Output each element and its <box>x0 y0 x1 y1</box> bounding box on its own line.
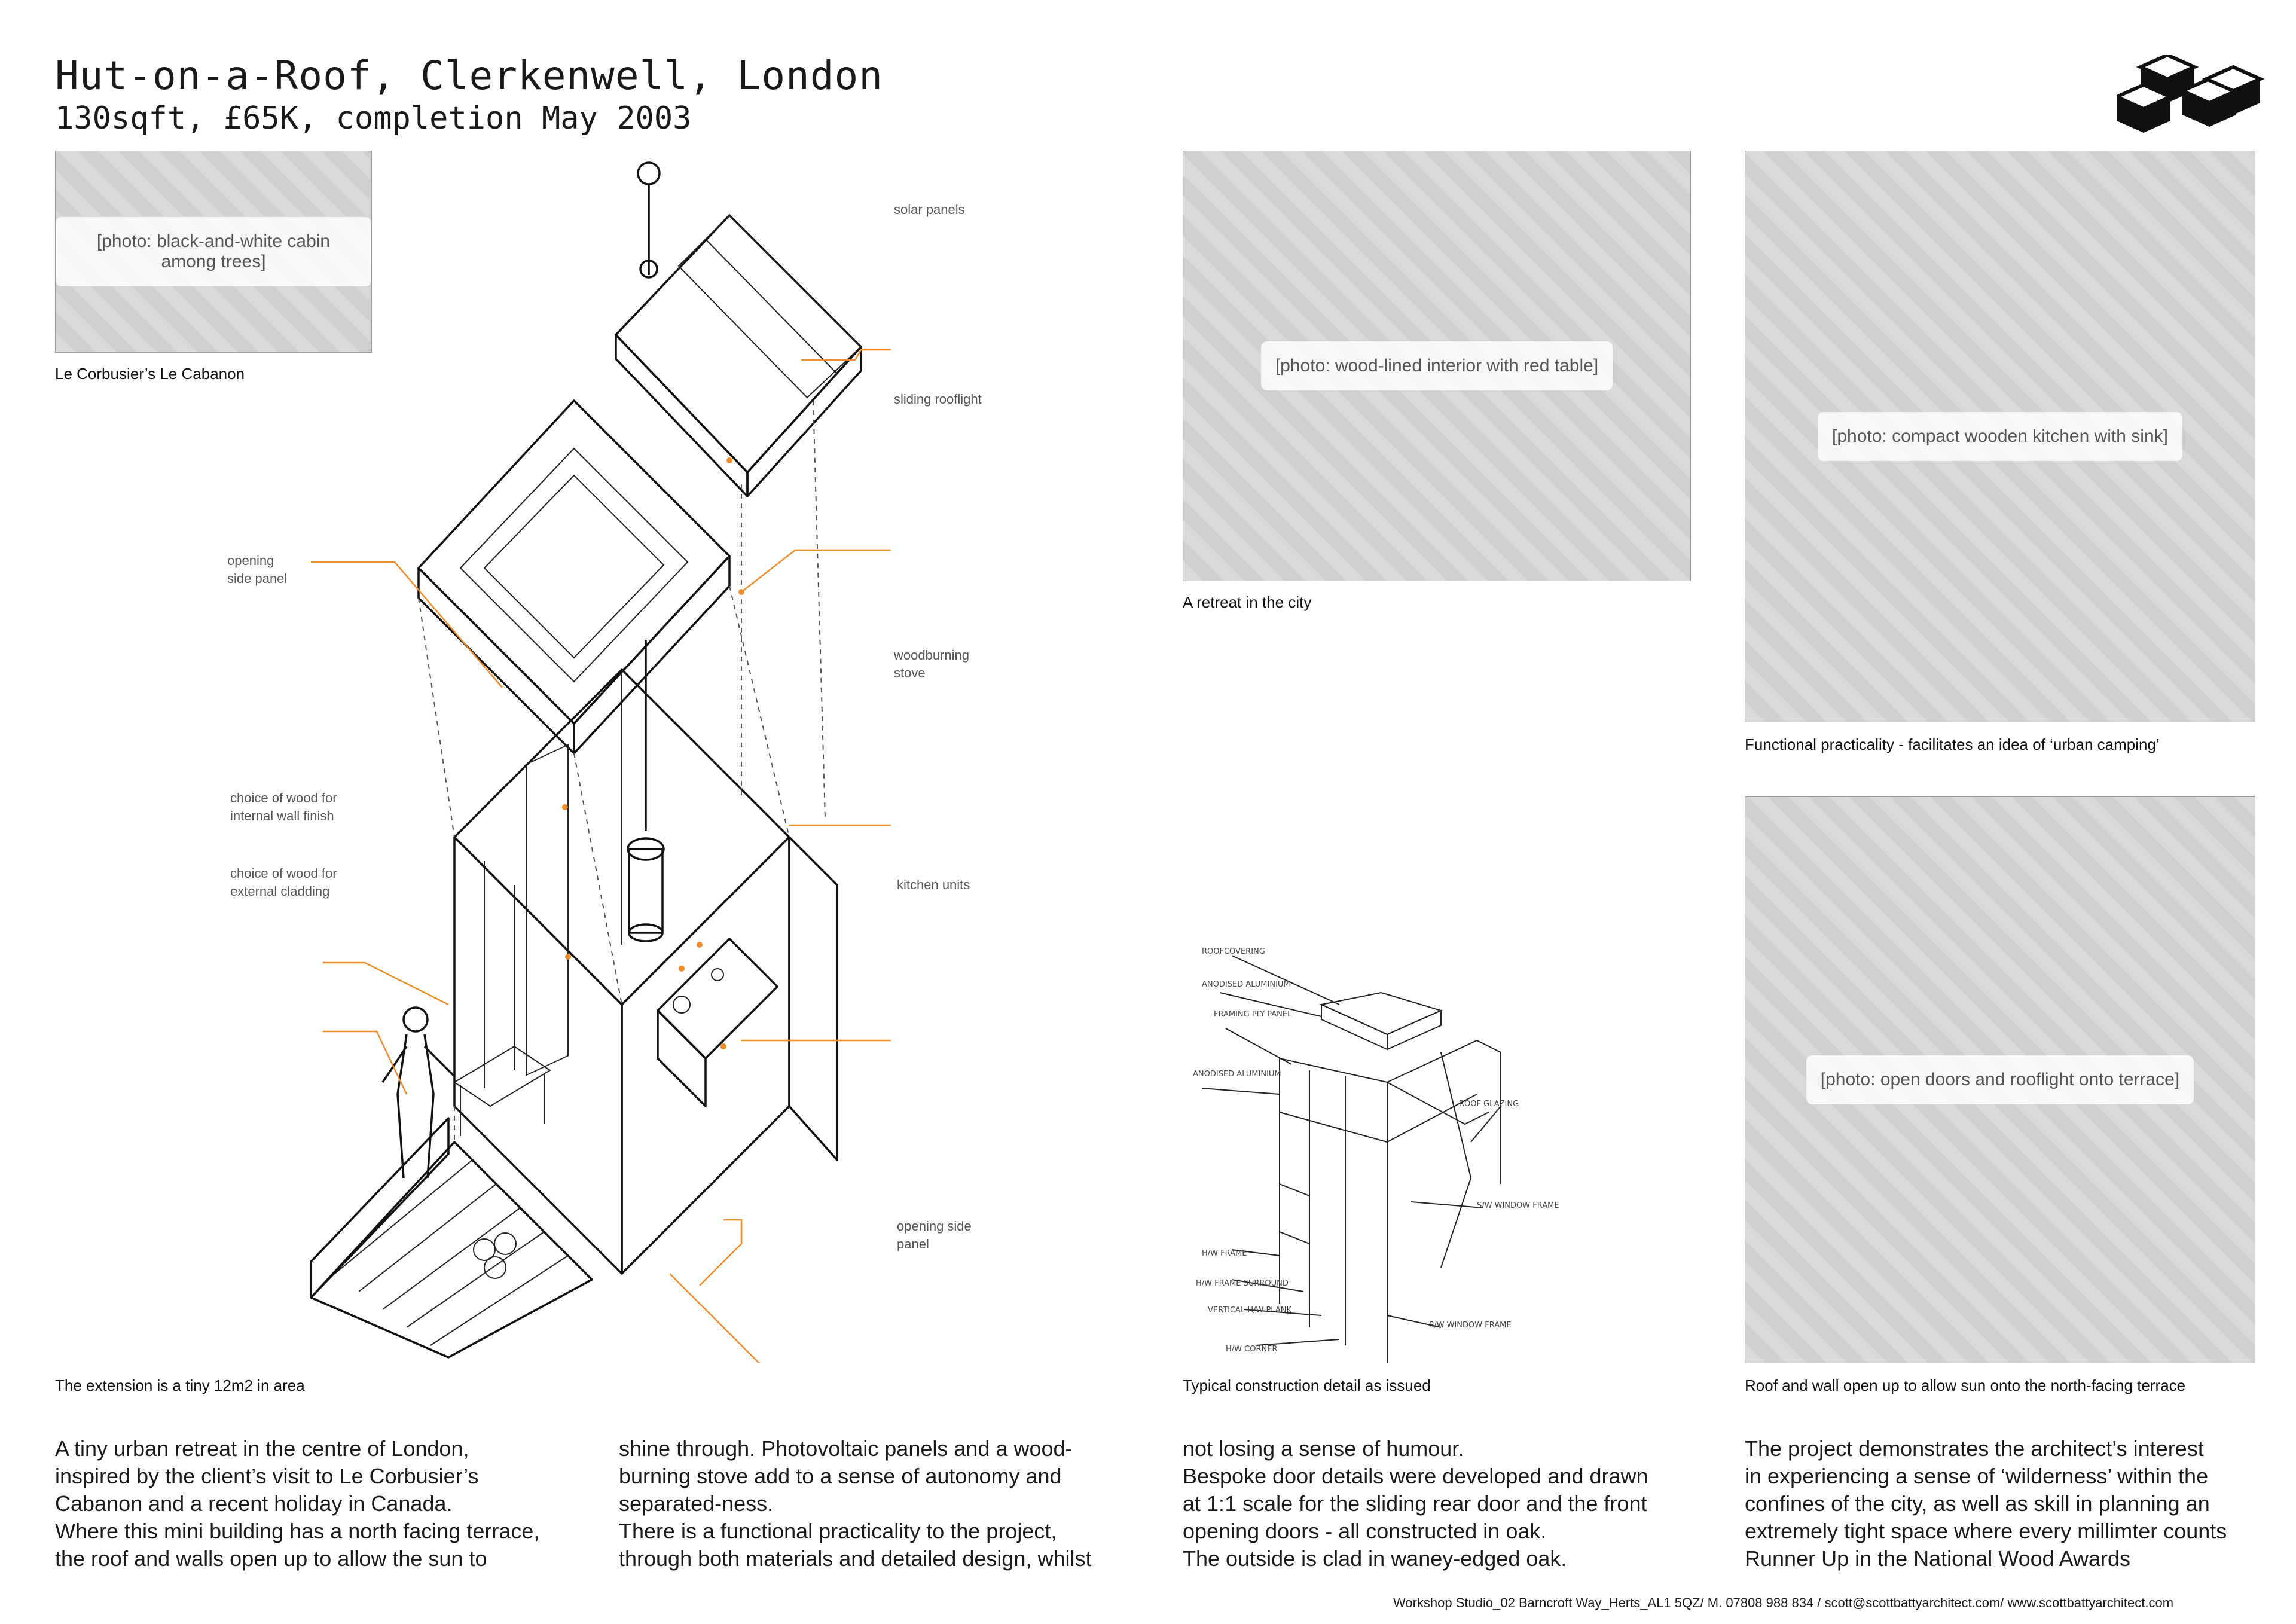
page-subtitle: 130sqft, £65K, completion May 2003 <box>55 100 692 136</box>
svg-text:VERTICAL H/W PLANK: VERTICAL H/W PLANK <box>1208 1306 1292 1315</box>
label-solar-panels: solar panels <box>894 202 965 217</box>
retreat-photo: [photo: wood-lined interior with red table] <box>1183 151 1691 581</box>
logo-icon <box>2117 55 2266 139</box>
svg-text:sliding rooflight <box>894 392 982 407</box>
body-line: confines of the city, as well as skill in planning an <box>1745 1491 2210 1516</box>
svg-text:ROOF GLAZING: ROOF GLAZING <box>1459 1100 1519 1109</box>
svg-text:opening side <box>897 1219 972 1234</box>
body-column-3 <box>1183 1435 1697 1573</box>
axonometric-caption: The extension is a tiny 12m2 in area <box>55 1376 305 1394</box>
svg-text:choice of wood for <box>230 866 337 881</box>
terrace-caption: Roof and wall open up to allow sun onto the north-facing terrace <box>1745 1376 2186 1394</box>
body-line: Runner Up in the National Wood Awards <box>1745 1546 2131 1571</box>
body-line: Where this mini building has a north facing terrace, <box>55 1519 540 1543</box>
body-line: Bespoke door details were developed and drawn <box>1183 1464 1648 1488</box>
cabanon-photo: [photo: black-and-white cabin among trees] <box>55 151 372 353</box>
footer-contact: Workshop Studio_02 Barncroft Way_Herts_AL1 5QZ/ M. 07808 988 834 / scott@scottbattyarchitect.com/ www.scottbattyarchitect.com <box>1393 1595 2174 1610</box>
svg-text:opening <box>227 553 274 568</box>
svg-text:H/W FRAME: H/W FRAME <box>1202 1249 1247 1258</box>
kitchen-caption: Functional practicality - facilitates an idea of ‘urban camping’ <box>1745 735 2160 753</box>
label-opening-1: opening <box>227 553 274 568</box>
svg-text:internal wall finish <box>230 808 334 823</box>
label-external-cladding-2: external cladding <box>230 884 330 899</box>
svg-text:panel <box>897 1237 929 1251</box>
construction-detail-sketch <box>1190 945 1561 1375</box>
svg-text:S/W WINDOW FRAME: S/W WINDOW FRAME <box>1429 1321 1512 1330</box>
body-line: burning stove add to a sense of autonomy and <box>619 1464 1062 1488</box>
svg-text:external cladding <box>230 884 329 899</box>
svg-text:solar panels <box>894 202 965 217</box>
body-line: There is a functional practicality to the project, <box>619 1519 1057 1543</box>
label-panel-2: panel <box>897 1237 929 1251</box>
body-line: opening doors - all constructed in oak. <box>1183 1519 1547 1543</box>
svg-text:H/W FRAME SURROUND: H/W FRAME SURROUND <box>1196 1279 1289 1288</box>
svg-text:FRAMING PLY PANEL: FRAMING PLY PANEL <box>1214 1010 1292 1019</box>
cabanon-caption: Le Corbusier’s Le Cabanon <box>55 365 245 383</box>
svg-text:ROOFCOVERING: ROOFCOVERING <box>1202 947 1265 956</box>
body-line: not losing a sense of humour. <box>1183 1436 1464 1461</box>
svg-text:choice of wood for <box>230 790 337 805</box>
body-column-1 <box>55 1435 569 1573</box>
label-side-panel-1: side panel <box>227 571 288 586</box>
svg-text:H/W CORNER: H/W CORNER <box>1226 1345 1278 1354</box>
body-line: Cabanon and a recent holiday in Canada. <box>55 1491 453 1516</box>
label-internal-wall-2: internal wall finish <box>230 808 334 823</box>
svg-text:side panel <box>227 571 287 586</box>
svg-text:stove <box>894 666 926 680</box>
body-line: in experiencing a sense of ‘wilderness’ within the <box>1745 1464 2209 1488</box>
svg-text:kitchen units <box>897 877 970 892</box>
retreat-caption: A retreat in the city <box>1183 593 1312 611</box>
label-stove: stove <box>894 666 926 680</box>
label-external-cladding-1: choice of wood for <box>230 866 337 881</box>
detail-caption: Typical construction detail as issued <box>1183 1376 1431 1394</box>
body-column-4 <box>1745 1435 2259 1573</box>
body-line: through both materials and detailed design, whilst <box>619 1546 1092 1571</box>
label-woodburning: woodburning <box>894 648 969 663</box>
label-opening-side-2: opening side <box>897 1219 972 1234</box>
body-line: at 1:1 scale for the sliding rear door and the front <box>1183 1491 1647 1516</box>
terrace-photo: [photo: open doors and rooflight onto terrace] <box>1745 796 2255 1363</box>
body-line: extremely tight space where every millimter counts <box>1745 1519 2227 1543</box>
kitchen-photo: [photo: compact wooden kitchen with sink] <box>1745 151 2255 722</box>
svg-text:ANODISED ALUMINIUM: ANODISED ALUMINIUM <box>1193 1070 1281 1079</box>
body-line: shine through. Photovoltaic panels and a wood- <box>619 1436 1073 1461</box>
label-internal-wall-1: choice of wood for <box>230 790 337 805</box>
axonometric-diagram <box>203 149 1052 1363</box>
page-title: Hut-on-a-Roof, Clerkenwell, London <box>55 53 884 99</box>
label-kitchen-units: kitchen units <box>897 877 970 892</box>
svg-text:woodburning <box>893 648 969 663</box>
body-line: The outside is clad in waney-edged oak. <box>1183 1546 1567 1571</box>
body-line: inspired by the client’s visit to Le Corbusier’s <box>55 1464 479 1488</box>
body-column-2 <box>619 1435 1133 1573</box>
body-line: separated-ness. <box>619 1491 774 1516</box>
label-sliding-rooflight: sliding rooflight <box>894 392 982 407</box>
svg-text:S/W WINDOW FRAME: S/W WINDOW FRAME <box>1477 1201 1559 1210</box>
body-line: the roof and walls open up to allow the sun to <box>55 1546 487 1571</box>
body-line: The project demonstrates the architect’s interest <box>1745 1436 2204 1461</box>
svg-text:ANODISED ALUMINIUM: ANODISED ALUMINIUM <box>1202 980 1290 989</box>
body-line: A tiny urban retreat in the centre of London, <box>55 1436 469 1461</box>
